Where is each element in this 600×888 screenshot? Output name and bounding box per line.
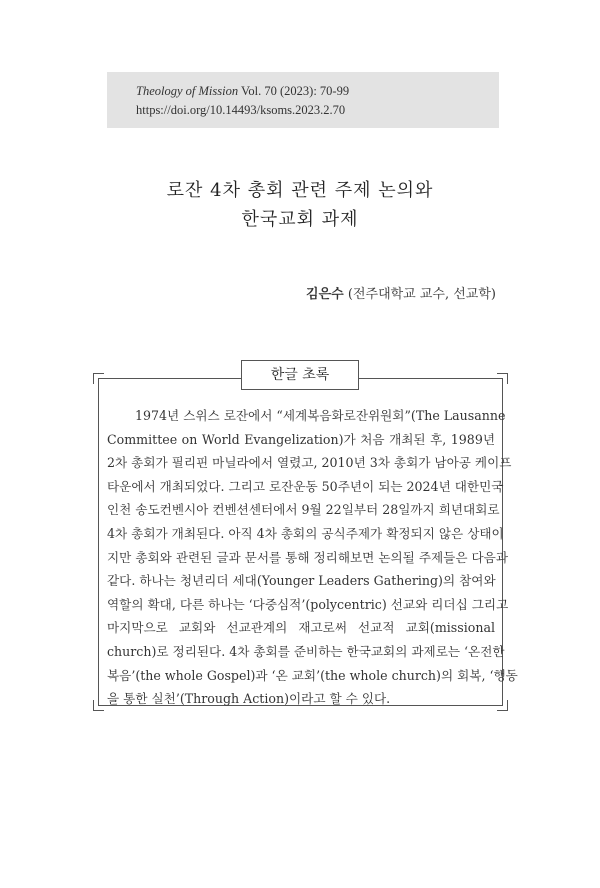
- abstract-line: 을 통한 실천’(Through Action)이라고 할 수 있다.: [107, 691, 391, 707]
- journal-citation: [136, 82, 499, 101]
- abstract-line: 마지막으로 교회와 선교관계의 재고로써 선교적 교회(missional: [107, 620, 495, 636]
- abstract-label: 한글 초록: [241, 360, 359, 390]
- abstract-line: 역할의 확대, 다른 하나는 ‘다중심적’(polycentric) 선교와 리더십 그리고: [107, 596, 509, 612]
- frame-corner-top-right: [497, 373, 508, 384]
- journal-volume: Vol. 70 (2023): 70-99: [241, 84, 350, 98]
- abstract-line: Committee on World Evangelization)가 처음 개최된 후, 1989년: [107, 431, 495, 447]
- abstract-line: 인천 송도컨벤시아 컨벤션센터에서 9월 22일부터 28일까지 희년대회로: [107, 502, 500, 518]
- article-title-line-1: 로잔 4차 총회 관련 주제 논의와: [166, 180, 434, 201]
- journal-info-box: [107, 72, 499, 128]
- author-affiliation: (전주대학교 교수, 선교학): [347, 287, 496, 302]
- abstract-line: 1974년 스위스 로잔에서 “세계복음화로잔위원회”(The Lausanne: [135, 408, 506, 423]
- abstract-line: 지만 총회와 관련된 글과 문서를 통해 정리해보면 논의될 주제들은 다음과: [107, 549, 508, 565]
- article-title-line-2: 한국교회 과제: [241, 209, 359, 230]
- abstract-text: [107, 404, 518, 711]
- journal-doi: https://doi.org/10.14493/ksoms.2023.2.70: [136, 103, 346, 117]
- abstract-line: 같다. 하나는 청년리더 세대(Younger Leaders Gathering)의 참여와: [107, 573, 496, 589]
- abstract-line: church)로 정리된다. 4차 총회를 준비하는 한국교회의 과제로는 ‘온전한: [107, 643, 505, 659]
- abstract-line: 타운에서 개최되었다. 그리고 로잔운동 50주년이 되는 2024년 대한민국: [107, 478, 504, 494]
- journal-title: Theology of Mission: [136, 84, 239, 98]
- abstract-line: 복음’(the whole Gospel)과 ‘온 교회’(the whole church)의 회복, ‘행동: [107, 667, 518, 683]
- abstract-line: 4차 총회가 개최된다. 아직 4차 총회의 공식주제가 확정되지 않은 상태이: [107, 525, 504, 541]
- abstract-line: 2차 총회가 필리핀 마닐라에서 열렸고, 2010년 3차 총회가 남아공 케이프: [107, 455, 512, 471]
- author-name: 김은수: [306, 287, 344, 302]
- author-line: [306, 283, 496, 302]
- frame-corner-bottom-left: [93, 700, 104, 711]
